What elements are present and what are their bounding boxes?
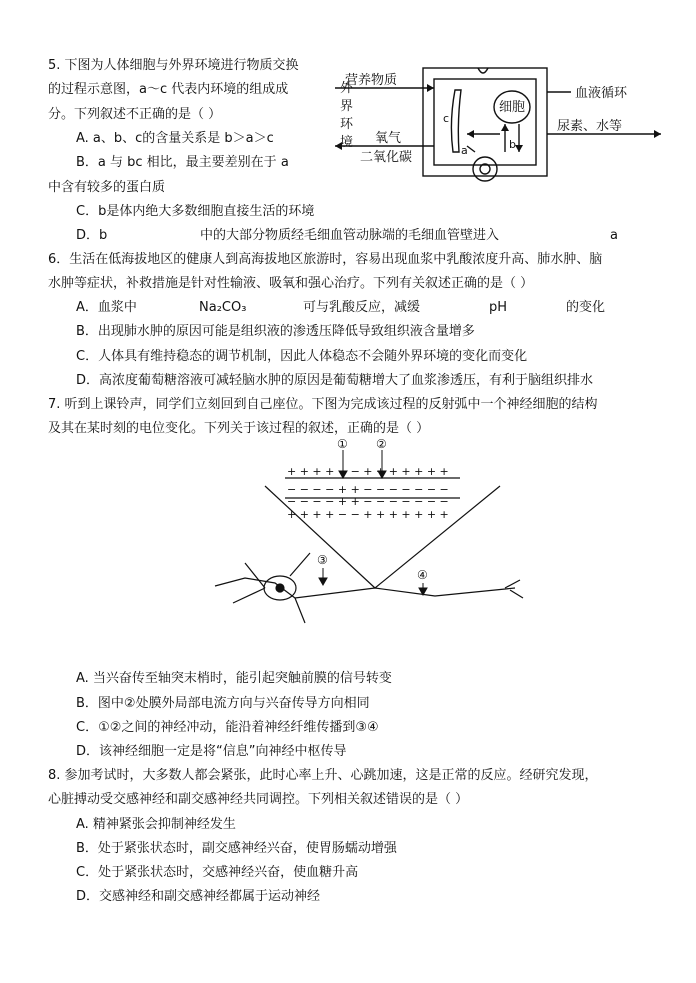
- q6-stem-line-1: 6．生活在低海拔地区的健康人到高海拔地区旅游时，容易出现血浆中乳酸浓度升高、肺水肿、脑: [48, 252, 603, 267]
- q5-option-a: A. a、b、c的含量关系是 b＞a＞c: [76, 131, 274, 146]
- body-outline: [423, 68, 547, 176]
- q8-option-d: D．交感神经和副交感神经都属于运动神经: [76, 889, 321, 904]
- q5-stem-line-1: 5. 下图为人体细胞与外界环境进行物质交换: [48, 58, 299, 73]
- q5-exchange-diagram: [335, 62, 665, 187]
- row-2: − − − − + + − − − − − − −: [287, 483, 449, 496]
- label-a: a: [461, 144, 468, 157]
- q7-stem-line-1: 7. 听到上课铃声，同学们立刻回到自己座位。下图为完成该过程的反射弧中一个神经细胞的结构: [48, 397, 598, 412]
- label-outside-4: 境: [340, 135, 354, 150]
- q5-option-d-part-3: a: [610, 228, 618, 243]
- label-outside-3: 环: [340, 117, 354, 132]
- row-4: + + + + − − + + + + + + +: [287, 508, 449, 521]
- label-2: ②: [376, 438, 387, 451]
- q5-stem-line-3: 分。下列叙述不正确的是（ ）: [48, 107, 222, 122]
- q6-option-b: B．出现肺水肿的原因可能是组织液的渗透压降低导致组织液含量增多: [76, 324, 475, 339]
- label-1: ①: [337, 438, 348, 451]
- q8-stem-line-1: 8. 参加考试时，大多数人都会紧张，此时心率上升、心跳加速，这是正常的反应。经研究发现，: [48, 768, 598, 783]
- q7-neuron-diagram: [205, 438, 525, 658]
- label-co2: 二氧化碳: [360, 150, 413, 165]
- q8-stem-line-2: 心脏搏动受交感神经和副交感神经共同调控。下列相关叙述错误的是（ ）: [48, 792, 469, 807]
- q5-option-d-part-2: 中的大部分物质经毛细血管动脉端的毛细血管壁进入: [200, 228, 500, 243]
- q7-option-d: D．该神经细胞一定是将“信息”向神经中枢传导: [76, 744, 347, 759]
- label-c: c: [443, 112, 450, 125]
- q6-option-c: C．人体具有维持稳态的调节机制，因此人体稳态不会随外界环境的变化而变化: [76, 349, 528, 364]
- label-waste: 尿素、水等: [557, 119, 623, 134]
- row-1: + + + + − − + + + + + + +: [287, 465, 449, 478]
- label-4: ④: [417, 568, 428, 582]
- label-cell: 细胞: [499, 100, 526, 115]
- q6-option-d: D．高浓度葡萄糖溶液可减轻脑水肿的原因是葡萄糖增大了血浆渗透压，有利于脑组织排水: [76, 373, 594, 388]
- label-3: ③: [317, 553, 328, 567]
- q8-option-a: A. 精神紧张会抑制神经发生: [76, 817, 236, 832]
- q6-stem-line-2: 水肿等症状，补救措施是针对性输液、吸氧和强心治疗。下列有关叙述正确的是（ ）: [48, 276, 534, 291]
- row-3: − − − − + + − − − − − − −: [287, 495, 449, 508]
- q5-option-b-line-2: 中含有较多的蛋白质: [48, 180, 166, 195]
- q8-option-c: C．处于紧张状态时，交感神经兴奋，使血糖升高: [76, 865, 359, 880]
- q7-option-c: C．①②之间的神经冲动，能沿着神经纤维传播到③④: [76, 720, 379, 735]
- label-nutrients: 营养物质: [345, 73, 398, 88]
- q6-option-a-part-1: A．血浆中: [76, 300, 137, 315]
- inner-outline: [434, 79, 536, 165]
- q5-stem-line-2: 的过程示意图，a～c 代表内环境的组成成: [48, 82, 289, 97]
- q6-option-a-part-5: 的变化: [566, 300, 606, 315]
- q8-option-b: B．处于紧张状态时，副交感神经兴奋，使胃肠蠕动增强: [76, 841, 397, 856]
- q7-stem-line-2: 及其在某时刻的电位变化。下列关于该过程的叙述，正确的是（ ）: [48, 421, 430, 436]
- label-outside-2: 界: [340, 99, 354, 114]
- q5-option-b-line-1: B．a 与 bc 相比，最主要差别在于 a: [76, 155, 289, 170]
- q6-option-a-part-2: Na₂CO₃: [199, 300, 247, 315]
- capillary-outline: [473, 157, 497, 181]
- label-oxygen: 氧气: [375, 131, 402, 146]
- q5-option-c: C．b是体内绝大多数细胞直接生活的环境: [76, 204, 315, 219]
- q7-option-a: A. 当兴奋传至轴突末梢时，能引起突触前膜的信号转变: [76, 671, 392, 686]
- q6-option-a-part-4: pH: [489, 300, 508, 315]
- q7-option-b: B．图中②处膜外局部电流方向与兴奋传导方向相同: [76, 696, 370, 711]
- label-b: b: [509, 138, 516, 151]
- lymph-vessel: [451, 90, 461, 152]
- label-blood: 血液循环: [575, 86, 628, 101]
- label-outside-1: 外: [340, 81, 354, 96]
- q6-option-a-part-3: 可与乳酸反应，减缓: [303, 300, 421, 315]
- q5-option-d-part-1: D．b: [76, 228, 108, 243]
